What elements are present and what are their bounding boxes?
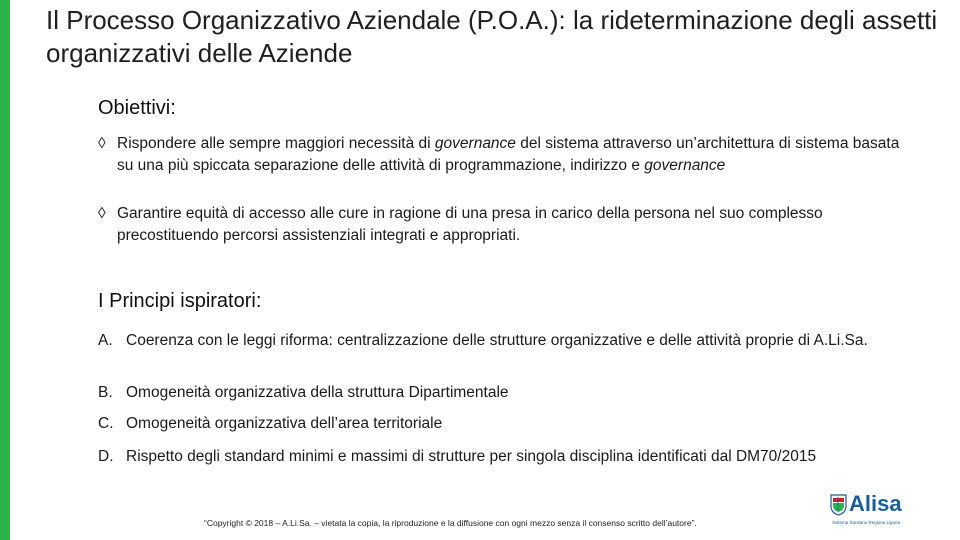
principle-marker: B. <box>98 384 113 401</box>
regione-liguria-emblem-icon <box>830 494 847 516</box>
left-accent-bar <box>0 0 10 540</box>
alisa-logo <box>830 493 922 533</box>
objective-item <box>98 133 908 177</box>
objective-text: Garantire equità di accesso alle cure in ragione di una presa in carico della persona nel suo complesso precostituendo percorsi assistenziali integrati e appropriati. <box>117 205 823 244</box>
principle-text: Omogeneità organizzativa dell’area territoriale <box>126 415 443 432</box>
objectives-heading: Obiettivi: <box>98 97 176 119</box>
slide-title: Il Processo Organizzativo Aziendale (P.O.A.): la rideterminazione degli assetti organizzativi delle Aziende <box>46 5 938 68</box>
logo-wordmark: Alisa <box>849 491 902 516</box>
diamond-bullet-icon: ◊ <box>98 205 106 222</box>
principles-heading: I Principi ispiratori: <box>98 290 262 312</box>
principle-text: Rispetto degli standard minimi e massimi di strutture per singola disciplina identificati dal DM70/2015 <box>126 448 817 465</box>
objective-text: Rispondere alle sempre maggiori necessità di governance del sistema attraverso un’architettura di sistema basata su una più spiccata separazione delle attività di programmazione, indirizzo e governance <box>117 135 900 174</box>
principle-marker: C. <box>98 415 114 432</box>
principle-item <box>98 413 908 435</box>
principle-marker: D. <box>98 448 114 465</box>
principle-text: Coerenza con le leggi riforma: centralizzazione delle strutture organizzative e delle attività proprie di A.Li.Sa. <box>126 332 868 349</box>
logo-subtitle: Sistema Sanitario Regione Liguria <box>832 520 901 525</box>
principle-item <box>98 330 908 352</box>
copyright-footer: “Copyright © 2018 – A.Li.Sa. – vietata la copia, la riproduzione e la diffusione con ogni mezzo senza il consenso scritto dell’autore”. <box>204 518 697 528</box>
principle-item <box>98 446 908 468</box>
objective-item <box>98 203 908 247</box>
principle-text: Omogeneità organizzativa della struttura Dipartimentale <box>126 384 509 401</box>
principle-item <box>98 382 908 404</box>
diamond-bullet-icon: ◊ <box>98 135 106 152</box>
principle-marker: A. <box>98 332 113 349</box>
